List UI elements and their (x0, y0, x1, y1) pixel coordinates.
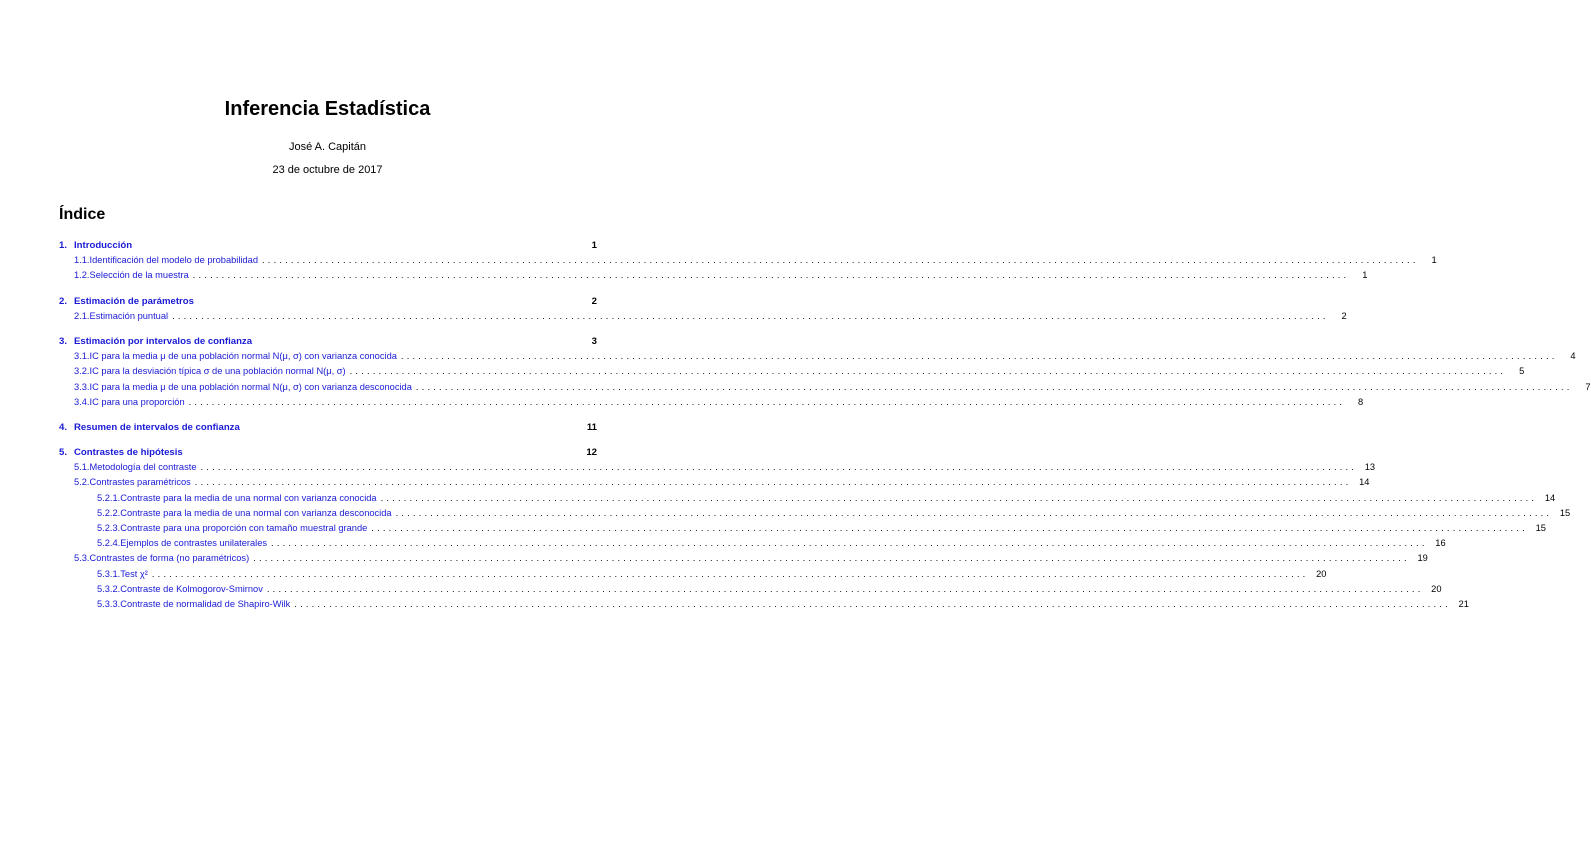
toc-subsubsection-entry[interactable] (59, 582, 1442, 597)
toc-subsection-entry[interactable] (59, 309, 1347, 324)
toc-entry-link[interactable]: Selección de la muestra (89, 270, 189, 281)
toc-dot-leader: ........................................................................................................................................................................................................ (371, 523, 1528, 533)
toc-entry-link[interactable]: Introducción (74, 240, 133, 251)
toc-entry-link[interactable]: Contraste de Kolmogorov-Smirnov (120, 583, 263, 594)
toc-page-number: 15 (1559, 507, 1571, 518)
toc-entry-number[interactable]: 5.2.4. (97, 538, 121, 549)
toc-dot-leader: ........................................................................................................................................................................................................ (294, 598, 1451, 609)
toc-dot-leader: ........................................................................................................................................................................................................ (400, 351, 1558, 362)
toc-entry-number[interactable]: 2.1. (74, 310, 90, 321)
toc-entry-link[interactable]: Contraste para una proporción con tamaño muestral grande (120, 523, 368, 533)
toc-entry-link[interactable]: IC para una proporción (89, 396, 185, 407)
toc-entry-link[interactable]: Estimación de parámetros (74, 295, 194, 307)
toc-entry-link[interactable]: Estimación puntual (89, 310, 169, 321)
toc-dot-leader: ........................................................................................................................................................................................................ (349, 366, 1507, 377)
table-of-contents (59, 238, 1591, 612)
toc-heading: Índice (59, 206, 106, 223)
toc-page-number: 1 (1431, 255, 1437, 266)
toc-entry-number[interactable]: 5.2. (74, 477, 90, 488)
toc-entry-link[interactable]: Contraste de normalidad de Shapiro-Wilk (120, 598, 291, 609)
toc-page-number: 14 (1544, 492, 1556, 503)
toc-dot-leader: ........................................................................................................................................................................................................ (253, 553, 1410, 564)
toc-page-number: 20 (1431, 583, 1442, 594)
toc-subsubsection-entry[interactable] (59, 536, 1446, 551)
toc-page-number: 19 (1417, 553, 1428, 564)
toc-page-number: 13 (1364, 462, 1376, 473)
toc-entry-number[interactable]: 5. (59, 447, 68, 459)
toc-page-number: 15 (1535, 523, 1546, 533)
toc-page-number: 2 (591, 295, 597, 307)
toc-entry-number[interactable]: 1. (59, 240, 68, 251)
toc-dot-leader: ........................................................................................................................................................................................................ (266, 583, 1424, 594)
toc-page-number: 21 (1458, 598, 1469, 609)
toc-dot-leader: ........................................................................................................................................................................................................ (200, 462, 1358, 473)
toc-subsection-entry[interactable] (59, 460, 1376, 475)
toc-entry-number[interactable]: 3.4. (74, 396, 90, 407)
toc-entry-number[interactable]: 1.1. (74, 255, 90, 266)
toc-subsection-entry[interactable] (59, 395, 1364, 410)
toc-entry-number[interactable]: 3.3. (74, 381, 90, 392)
toc-entry-link[interactable]: Contrastes de forma (no paramétricos) (89, 553, 250, 564)
toc-entry-link[interactable]: Ejemplos de contrastes unilaterales (120, 538, 268, 549)
toc-entry-number[interactable]: 5.3.1. (97, 568, 121, 579)
toc-page-number: 2 (1341, 310, 1347, 321)
toc-subsubsection-entry[interactable] (59, 491, 1556, 506)
toc-entry-link[interactable]: IC para la media μ de una población normal N(μ, σ) con varianza conocida (89, 351, 397, 362)
toc-entry-number[interactable]: 5.2.3. (97, 523, 121, 533)
toc-entry-link[interactable]: Metodología del contraste (89, 462, 197, 473)
toc-dot-leader: ........................................................................................................................................................................................................ (188, 396, 1346, 407)
toc-entry-link[interactable]: Contrastes paramétricos (89, 477, 191, 488)
toc-entry-number[interactable]: 4. (59, 421, 68, 433)
toc-entry-link[interactable]: IC para la desviación típica σ de una población normal N(μ, σ) (89, 366, 346, 377)
toc-section-entry[interactable] (59, 294, 597, 309)
toc-dot-leader: ........................................................................................................................................................................................................ (151, 568, 1309, 579)
toc-page-number: 7 (1585, 381, 1591, 392)
toc-entry-number[interactable]: 3.2. (74, 366, 90, 377)
toc-entry-number[interactable]: 5.3. (74, 553, 90, 564)
toc-section-entry[interactable] (59, 238, 597, 253)
toc-entry-number[interactable]: 3.1. (74, 351, 90, 362)
toc-page-number: 1 (591, 240, 597, 251)
toc-entry-number[interactable]: 5.3.2. (97, 583, 121, 594)
toc-page-number: 1 (1362, 270, 1368, 281)
toc-section-gap (59, 284, 597, 294)
toc-entry-number[interactable]: 5.2.2. (97, 507, 121, 518)
toc-entry-link[interactable]: Contraste para la media de una normal con varianza conocida (120, 492, 377, 503)
toc-entry-number[interactable]: 5.2.1. (97, 492, 121, 503)
toc-entry-link[interactable]: Contraste para la media de una normal con varianza desconocida (120, 507, 392, 518)
toc-page-number: 20 (1316, 568, 1327, 579)
toc-subsubsection-entry[interactable] (59, 597, 1469, 612)
toc-entry-link[interactable]: Estimación por intervalos de confianza (74, 335, 253, 347)
toc-section-entry[interactable] (59, 420, 597, 435)
toc-page-number: 5 (1519, 366, 1525, 377)
toc-dot-leader: ........................................................................................................................................................................................................ (172, 310, 1329, 321)
toc-entry-link[interactable]: IC para la media μ de una población normal N(μ, σ) con varianza desconocida (89, 381, 412, 392)
toc-dot-leader: ........................................................................................................................................................................................................ (395, 507, 1553, 518)
toc-subsection-entry[interactable] (59, 551, 1428, 566)
toc-page-number: 8 (1358, 396, 1364, 407)
toc-subsection-entry[interactable] (59, 364, 1525, 379)
toc-entry-number[interactable]: 1.2. (74, 270, 90, 281)
toc-page-number: 14 (1359, 477, 1370, 488)
toc-section-gap (59, 435, 597, 445)
toc-subsection-entry[interactable] (59, 268, 1368, 283)
toc-subsection-entry[interactable] (59, 253, 1437, 268)
toc-section-gap (59, 410, 597, 420)
toc-page-number: 11 (586, 421, 597, 433)
toc-entry-number[interactable]: 5.1. (74, 462, 90, 473)
toc-subsubsection-entry[interactable] (59, 521, 1546, 536)
toc-entry-link[interactable]: Resumen de intervalos de confianza (74, 421, 240, 433)
toc-page-number: 4 (1570, 351, 1576, 362)
toc-section-entry[interactable] (59, 445, 597, 460)
toc-dot-leader: ........................................................................................................................................................................................................ (380, 492, 1538, 503)
toc-entry-link[interactable]: Test χ² (120, 568, 148, 579)
toc-subsection-entry[interactable] (59, 380, 1591, 395)
toc-subsubsection-entry[interactable] (59, 567, 1327, 582)
toc-page-number: 12 (586, 447, 597, 459)
toc-subsection-entry[interactable] (59, 475, 1370, 490)
toc-page-number: 3 (591, 335, 597, 347)
document-title: Inferencia Estadística (224, 98, 431, 120)
toc-entry-link[interactable]: Identificación del modelo de probabilidad (89, 255, 259, 266)
toc-subsubsection-entry[interactable] (59, 506, 1571, 521)
toc-entry-number[interactable]: 2. (59, 295, 68, 307)
toc-entry-link[interactable]: Contrastes de hipótesis (74, 447, 183, 459)
toc-page-number: 16 (1435, 538, 1446, 549)
toc-dot-leader: ........................................................................................................................................................................................................ (194, 477, 1352, 488)
toc-entry-number[interactable]: 3. (59, 335, 68, 347)
document-author: José A. Capitán (288, 141, 367, 153)
toc-dot-leader: ........................................................................................................................................................................................................ (262, 255, 1419, 266)
toc-subsection-entry[interactable] (59, 349, 1576, 364)
toc-section-gap (59, 324, 597, 334)
toc-dot-leader: ........................................................................................................................................................................................................ (271, 538, 1428, 549)
toc-section-entry[interactable] (59, 334, 597, 349)
toc-dot-leader: ........................................................................................................................................................................................................ (192, 270, 1350, 281)
toc-dot-leader: ........................................................................................................................................................................................................ (415, 381, 1573, 392)
document-date: 23 de octubre de 2017 (272, 164, 383, 176)
toc-entry-number[interactable]: 5.3.3. (97, 598, 121, 609)
